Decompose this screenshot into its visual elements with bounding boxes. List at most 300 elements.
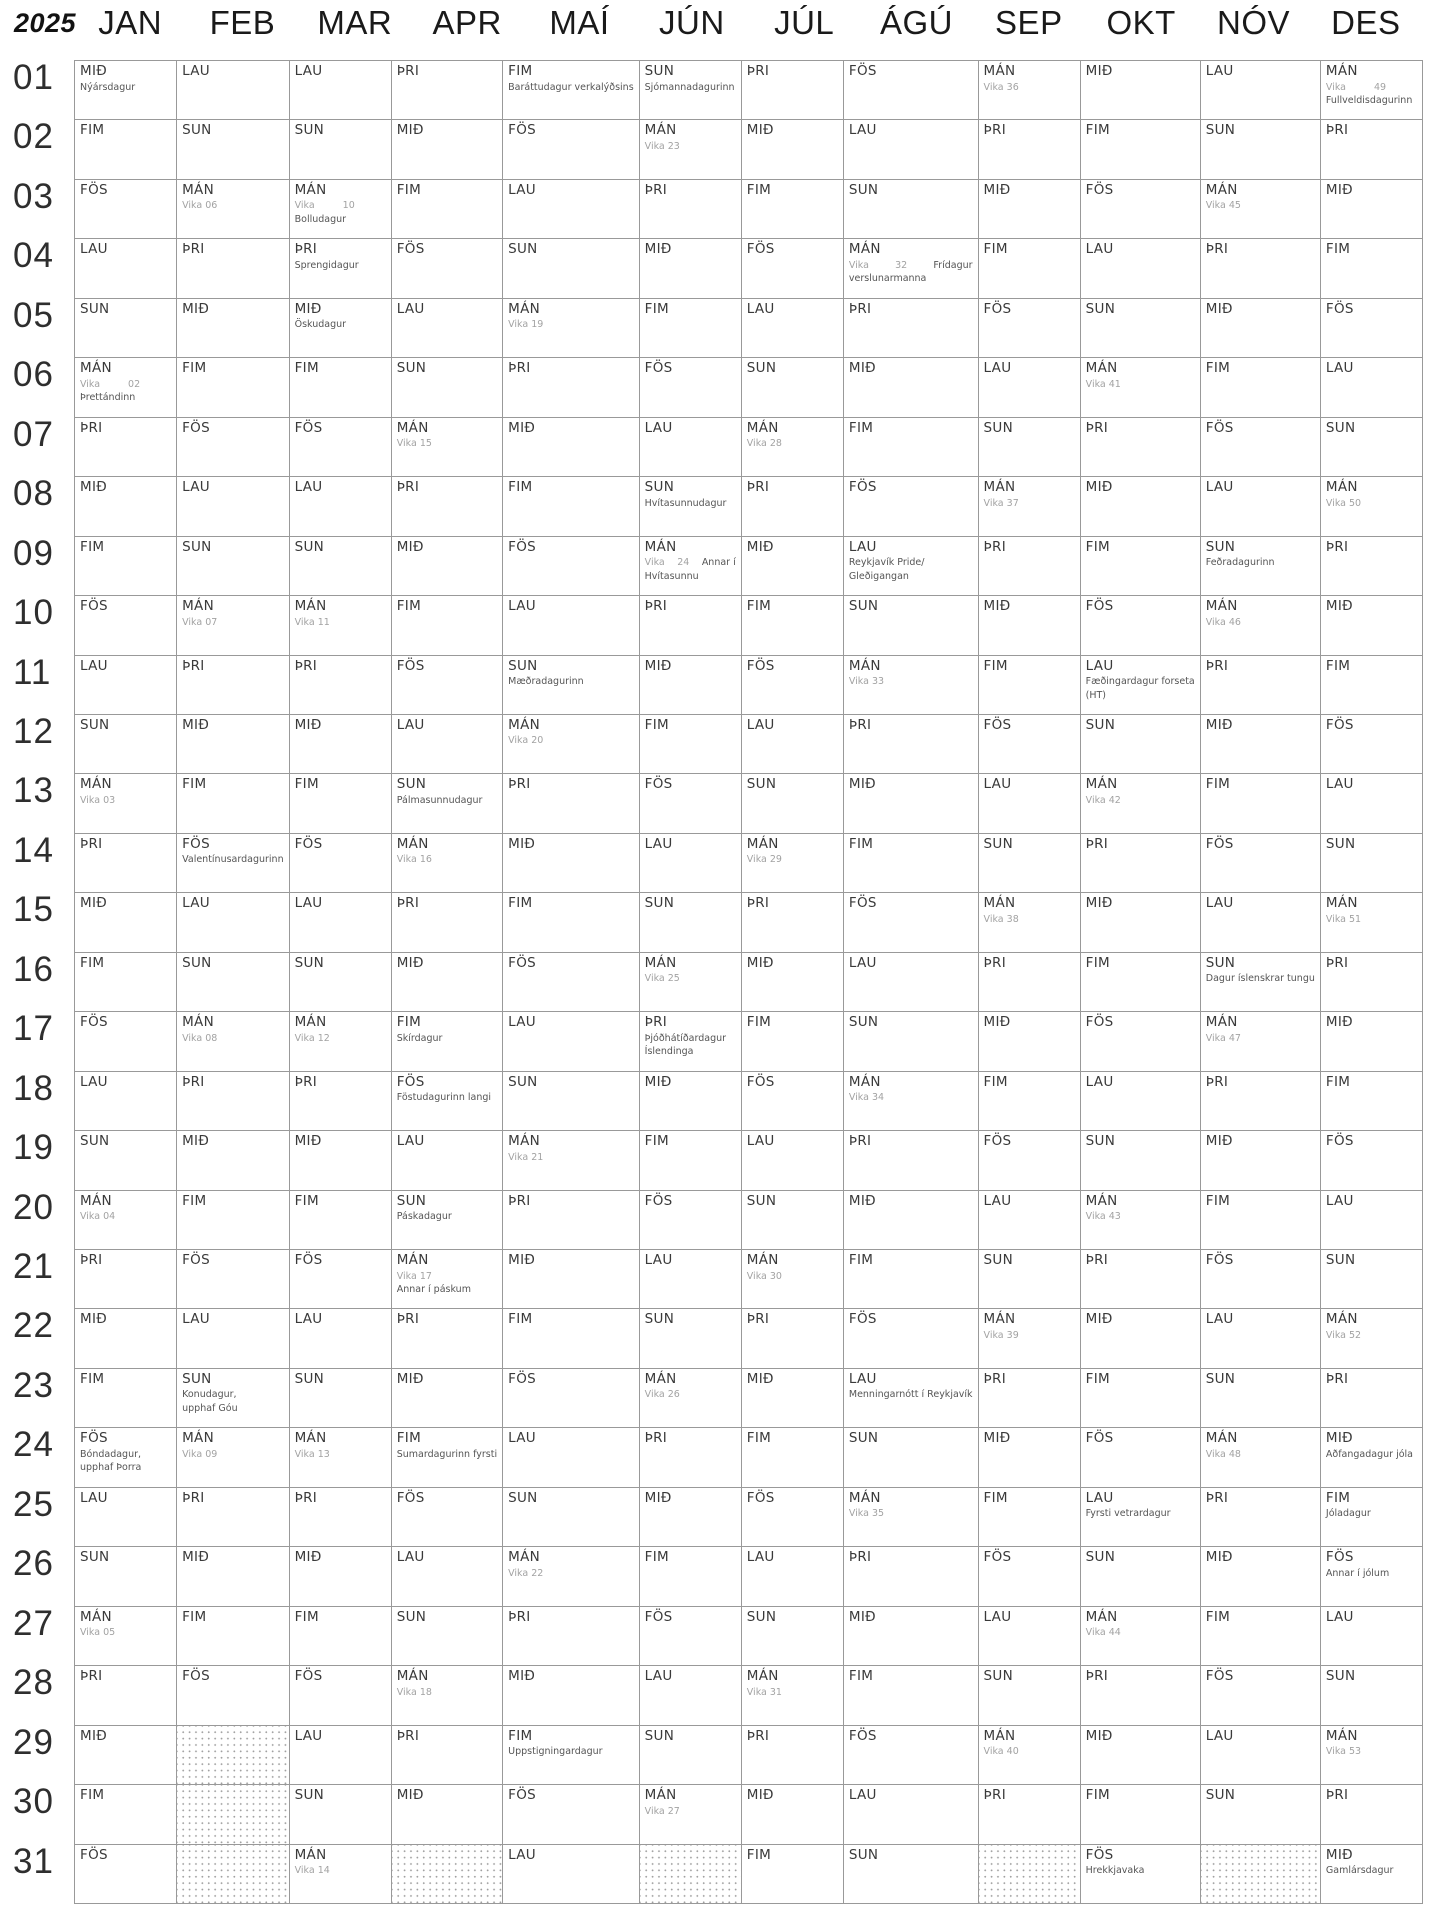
week-number-note xyxy=(984,81,1075,94)
holiday-text: (HT) xyxy=(1085,689,1107,701)
weekday-label: FIM xyxy=(1205,1608,1231,1625)
weekday-label: FÖS xyxy=(644,776,673,793)
week-number-text: Vika 34 xyxy=(848,1092,885,1104)
day-cell-MAÍ-15 xyxy=(503,893,640,952)
weekday-label: FÖS xyxy=(1325,1549,1354,1566)
week-number-text: 02 xyxy=(128,378,141,390)
weekday-label: SUN xyxy=(80,300,110,317)
day-cell-MAR-07 xyxy=(290,418,392,477)
week-number-note xyxy=(1206,1032,1315,1045)
weekday-label: FIM xyxy=(983,241,1008,258)
weekday-label: MÁN xyxy=(644,954,677,971)
weekday-label: FIM xyxy=(983,1073,1008,1090)
day-cell-MAR-27 xyxy=(290,1607,392,1666)
weekday-label: FÖS xyxy=(80,598,108,615)
weekday-label: LAU xyxy=(1205,1727,1234,1744)
day-cell-ÁGÚ-30 xyxy=(844,1785,979,1844)
week-number-note xyxy=(984,913,1075,926)
weekday-label: MÁN xyxy=(983,1727,1016,1744)
day-cell-OKT-02 xyxy=(1081,120,1201,179)
day-cell-JAN-17 xyxy=(75,1012,177,1071)
day-cell-APR-21 xyxy=(392,1250,503,1309)
weekday-label: LAU xyxy=(1085,1489,1114,1506)
weekday-label: MÁN xyxy=(1205,1014,1238,1031)
holiday-note xyxy=(295,213,386,226)
day-cell-DES-04 xyxy=(1321,239,1423,298)
holiday-text: Bóndadagur, xyxy=(80,1448,142,1460)
week-number-text: Vika 38 xyxy=(983,913,1019,925)
day-cell-MAÍ-26 xyxy=(503,1547,640,1606)
day-cell-ÁGÚ-07 xyxy=(844,418,979,477)
row-day-number-28: 28 xyxy=(13,1663,54,1703)
day-cell-FEB-12 xyxy=(177,715,290,774)
day-cell-JAN-18 xyxy=(75,1072,177,1131)
day-cell-JÚN-23 xyxy=(640,1369,742,1428)
day-cell-MAR-25 xyxy=(290,1488,392,1547)
day-cell-JÚL-24 xyxy=(742,1428,844,1487)
day-cell-MAR-15 xyxy=(290,893,392,952)
day-cell-OKT-28 xyxy=(1081,1666,1201,1725)
day-cell-SEP-21 xyxy=(979,1250,1081,1309)
day-cell-OKT-14 xyxy=(1081,834,1201,893)
weekday-label: LAU xyxy=(644,1252,673,1269)
weekday-label: SUN xyxy=(644,479,675,496)
weekday-label: LAU xyxy=(848,954,877,971)
weekday-label: MIÐ xyxy=(1325,1014,1353,1031)
day-cell-MAR-26 xyxy=(290,1547,392,1606)
weekday-label: FIM xyxy=(746,1430,772,1447)
holiday-text: Frídagur xyxy=(933,259,973,271)
day-cell-APR-13 xyxy=(392,774,503,833)
day-cell-FEB-26 xyxy=(177,1547,290,1606)
week-number-text: Vika 36 xyxy=(983,81,1019,93)
day-cell-JAN-08 xyxy=(75,477,177,536)
day-cell-ÁGÚ-31 xyxy=(844,1845,979,1904)
day-cell-ÁGÚ-23 xyxy=(844,1369,979,1428)
day-cell-APR-18 xyxy=(392,1072,503,1131)
holiday-note xyxy=(645,81,736,94)
week-number-text: Vika 12 xyxy=(294,1032,330,1044)
day-cell-NÓV-04 xyxy=(1201,239,1321,298)
weekday-label: LAU xyxy=(746,300,775,317)
weekday-label: FIM xyxy=(1325,1073,1351,1090)
day-cell-APR-03 xyxy=(392,180,503,239)
holiday-text: Fæðingardagur forseta xyxy=(1085,676,1195,688)
day-cell-FEB-06 xyxy=(177,358,290,417)
day-cell-DES-01 xyxy=(1321,61,1423,120)
day-cell-DES-21 xyxy=(1321,1250,1423,1309)
weekday-label: LAU xyxy=(508,1014,536,1031)
weekday-label: SUN xyxy=(1325,835,1356,852)
day-cell-NÓV-28 xyxy=(1201,1666,1321,1725)
day-cell-DES-18 xyxy=(1321,1072,1423,1131)
holiday-text: Bolludagur xyxy=(294,213,347,225)
weekday-label: MIÐ xyxy=(396,1370,424,1387)
day-cell-APR-14 xyxy=(392,834,503,893)
day-cell-JAN-12 xyxy=(75,715,177,774)
row-day-number-21: 21 xyxy=(13,1247,54,1287)
day-cell-MAR-10 xyxy=(290,596,392,655)
weekday-label: MIÐ xyxy=(848,776,876,793)
day-cell-SEP-08 xyxy=(979,477,1081,536)
day-cell-JÚL-09 xyxy=(742,537,844,596)
weekday-label: LAU xyxy=(1205,1311,1234,1328)
row-day-number-20: 20 xyxy=(13,1187,54,1227)
day-cell-NÓV-14 xyxy=(1201,834,1321,893)
weekday-label: ÞRI xyxy=(1325,538,1349,555)
holiday-note xyxy=(849,556,973,569)
holiday-text: Uppstigningardagur xyxy=(508,1746,603,1758)
weekday-label: SUN xyxy=(746,360,777,377)
holiday-text: Gamlársdagur xyxy=(1325,1865,1394,1877)
day-cell-OKT-22 xyxy=(1081,1309,1201,1368)
weekday-label: LAU xyxy=(508,598,536,615)
day-cell-JÚL-20 xyxy=(742,1191,844,1250)
holiday-note xyxy=(849,272,973,285)
weekday-label: SUN xyxy=(746,776,777,793)
day-cell-NÓV-19 xyxy=(1201,1131,1321,1190)
weekday-label: MIÐ xyxy=(396,122,424,139)
day-cell-FEB-15 xyxy=(177,893,290,952)
weekday-label: MIÐ xyxy=(746,1787,774,1804)
month-header-JÚL: JÚL xyxy=(774,4,835,41)
weekday-label: FÖS xyxy=(644,360,673,377)
day-cell-NÓV-25 xyxy=(1201,1488,1321,1547)
week-number-note xyxy=(397,1270,497,1283)
weekday-label: MIÐ xyxy=(746,122,774,139)
week-number-text: Vika 41 xyxy=(1085,378,1121,390)
day-cell-FEB-04 xyxy=(177,239,290,298)
holiday-note xyxy=(508,1745,634,1758)
day-cell-MAR-14 xyxy=(290,834,392,893)
weekday-label: SUN xyxy=(1325,1252,1356,1269)
day-cell-MAR-16 xyxy=(290,953,392,1012)
weekday-label: SUN xyxy=(848,1846,879,1863)
weekday-label: ÞRI xyxy=(508,776,531,793)
day-cell-JÚL-16 xyxy=(742,953,844,1012)
day-cell-SEP-04 xyxy=(979,239,1081,298)
weekday-label: MÁN xyxy=(508,1133,541,1150)
week-number-note xyxy=(397,853,497,866)
day-cell-APR-26 xyxy=(392,1547,503,1606)
weekday-label: LAU xyxy=(182,1311,210,1328)
weekday-label: MIÐ xyxy=(1325,1846,1353,1863)
weekday-label: FIM xyxy=(1205,776,1231,793)
weekday-label: FÖS xyxy=(508,538,536,555)
day-cell-JÚN-10 xyxy=(640,596,742,655)
week-number-note xyxy=(182,1448,284,1461)
day-cell-MAÍ-21 xyxy=(503,1250,640,1309)
week-number-text: Vika 29 xyxy=(746,854,782,866)
row-day-number-11: 11 xyxy=(13,652,52,692)
week-number-text: Vika xyxy=(294,200,315,212)
day-cell-JAN-24 xyxy=(75,1428,177,1487)
day-cell-SEP-29 xyxy=(979,1726,1081,1785)
week-number-text: Vika 31 xyxy=(746,1686,782,1698)
weekday-label: FÖS xyxy=(80,181,108,198)
week-number-note xyxy=(295,1448,386,1461)
holiday-text: Þjóðhátíðardagur xyxy=(644,1032,727,1044)
day-cell-JAN-01 xyxy=(75,61,177,120)
day-cell-ÁGÚ-11 xyxy=(844,656,979,715)
day-cell-APR-17 xyxy=(392,1012,503,1071)
week-number-text: Vika 11 xyxy=(294,616,330,628)
weekday-label: MIÐ xyxy=(746,954,774,971)
day-cell-ÁGÚ-04 xyxy=(844,239,979,298)
day-cell-ÁGÚ-01 xyxy=(844,61,979,120)
weekday-label: MIÐ xyxy=(1085,1311,1113,1328)
day-cell-OKT-13 xyxy=(1081,774,1201,833)
weekday-label: MÁN xyxy=(746,1252,779,1269)
week-number-text: Vika 06 xyxy=(182,200,218,212)
weekday-label: ÞRI xyxy=(848,300,872,317)
day-cell-JÚL-17 xyxy=(742,1012,844,1071)
weekday-label: MIÐ xyxy=(644,657,672,674)
weekday-label: LAU xyxy=(644,835,673,852)
day-cell-JÚL-25 xyxy=(742,1488,844,1547)
row-day-number-30: 30 xyxy=(13,1782,54,1822)
weekday-label: MÁN xyxy=(848,1073,881,1090)
week-number-note xyxy=(182,199,284,212)
weekday-label: FIM xyxy=(644,1549,669,1566)
holiday-text: Feðradagurinn xyxy=(1205,557,1275,569)
holiday-text: Annar í xyxy=(701,557,736,569)
weekday-label: MIÐ xyxy=(1085,63,1113,79)
weekday-label: FÖS xyxy=(848,63,877,79)
week-number-text: Vika 33 xyxy=(848,676,885,688)
row-day-number-01: 01 xyxy=(13,58,54,97)
month-header-FEB: FEB xyxy=(209,4,276,41)
day-cell-OKT-29 xyxy=(1081,1726,1201,1785)
week-number-note xyxy=(645,1388,736,1401)
week-number-text: Vika 18 xyxy=(396,1686,432,1698)
weekday-label: MIÐ xyxy=(80,895,107,912)
day-cell-FEB-13 xyxy=(177,774,290,833)
weekday-label: ÞRI xyxy=(508,1192,531,1209)
day-cell-JAN-29 xyxy=(75,1726,177,1785)
weekday-label: MÁN xyxy=(644,1370,677,1387)
day-cell-MAR-01 xyxy=(290,61,392,120)
day-cell-DES-25 xyxy=(1321,1488,1423,1547)
day-cell-MAÍ-29 xyxy=(503,1726,640,1785)
week-number-text: Vika 45 xyxy=(1205,200,1241,212)
day-cell-ÁGÚ-15 xyxy=(844,893,979,952)
day-cell-JÚN-07 xyxy=(640,418,742,477)
day-cell-NÓV-15 xyxy=(1201,893,1321,952)
row-day-number-17: 17 xyxy=(13,1009,54,1049)
weekday-label: MIÐ xyxy=(1085,479,1113,496)
day-cell-FEB-14 xyxy=(177,834,290,893)
weekday-label: ÞRI xyxy=(848,716,872,733)
weekday-label: MÁN xyxy=(396,1668,429,1685)
month-header-MAÍ: MAÍ xyxy=(549,4,610,41)
day-cell-MAÍ-24 xyxy=(503,1428,640,1487)
weekday-label: SUN xyxy=(848,598,879,615)
day-cell-ÁGÚ-27 xyxy=(844,1607,979,1666)
week-number-text: Vika 23 xyxy=(644,140,680,152)
day-cell-APR-19 xyxy=(392,1131,503,1190)
day-cell-JAN-21 xyxy=(75,1250,177,1309)
week-number-text: Vika 46 xyxy=(1205,616,1241,628)
weekday-label: ÞRI xyxy=(983,954,1006,971)
day-cell-SEP-19 xyxy=(979,1131,1081,1190)
weekday-label: ÞRI xyxy=(983,1787,1006,1804)
weekday-label: FÖS xyxy=(746,241,775,258)
week-number-note xyxy=(747,1686,838,1699)
weekday-label: SUN xyxy=(396,360,427,377)
day-cell-SEP-13 xyxy=(979,774,1081,833)
day-cell-MAR-13 xyxy=(290,774,392,833)
weekday-label: FIM xyxy=(746,598,772,615)
day-cell-MAÍ-04 xyxy=(503,239,640,298)
weekday-label: FÖS xyxy=(1085,598,1114,615)
weekday-label: MÁN xyxy=(1085,1608,1118,1625)
row-day-number-12: 12 xyxy=(13,711,54,751)
day-cell-OKT-07 xyxy=(1081,418,1201,477)
day-cell-JÚL-31 xyxy=(742,1845,844,1904)
weekday-label: MÁN xyxy=(983,895,1016,912)
week-number-note xyxy=(645,1805,736,1818)
holiday-text: upphaf Þorra xyxy=(80,1462,142,1474)
weekday-label: MÁN xyxy=(1085,360,1118,377)
week-number-text: Vika 39 xyxy=(983,1329,1019,1341)
day-cell-DES-12 xyxy=(1321,715,1423,774)
holiday-note xyxy=(295,318,386,331)
day-cell-JAN-10 xyxy=(75,596,177,655)
day-cell-OKT-31 xyxy=(1081,1845,1201,1904)
week-number-text: 49 xyxy=(1373,81,1387,93)
weekday-label: FIM xyxy=(1325,657,1351,674)
weekday-label: MÁN xyxy=(294,1846,327,1863)
day-cell-FEB-22 xyxy=(177,1309,290,1368)
week-number-note xyxy=(182,1032,284,1045)
week-number-text: Vika 19 xyxy=(508,319,544,331)
holiday-note xyxy=(295,259,386,272)
months-header xyxy=(74,2,1422,43)
day-cell-MAR-20 xyxy=(290,1191,392,1250)
week-number-text: Vika 17 xyxy=(396,1270,432,1282)
weekday-label: FÖS xyxy=(508,1370,536,1387)
weekday-label: MÁN xyxy=(80,360,112,377)
weekday-label: MIÐ xyxy=(983,1430,1011,1447)
weekday-label: FÖS xyxy=(1205,1252,1234,1269)
day-cell-NÓV-08 xyxy=(1201,477,1321,536)
day-cell-NÓV-26 xyxy=(1201,1547,1321,1606)
weekday-label: MÁN xyxy=(1205,1430,1238,1447)
weekday-label: LAU xyxy=(1085,1073,1114,1090)
row-day-number-10: 10 xyxy=(13,593,54,633)
week-number-text: Vika 30 xyxy=(746,1270,782,1282)
calendar-grid xyxy=(74,60,1423,1904)
weekday-label: FÖS xyxy=(746,1489,775,1506)
day-cell-JAN-27 xyxy=(75,1607,177,1666)
weekday-label: FÖS xyxy=(1205,835,1234,852)
day-cell-MAR-29 xyxy=(290,1726,392,1785)
weekday-label: SUN xyxy=(396,776,427,793)
holiday-text: Fullveldisdagurinn xyxy=(1325,95,1413,106)
week-number-text: Vika 43 xyxy=(1085,1211,1121,1223)
day-cell-JÚL-27 xyxy=(742,1607,844,1666)
holiday-note xyxy=(1326,1567,1417,1580)
empty-cell-FEB-30 xyxy=(177,1785,290,1844)
holiday-text: Annar í jólum xyxy=(1325,1567,1390,1579)
weekday-label: MIÐ xyxy=(983,1014,1011,1031)
weekday-label: LAU xyxy=(80,657,108,674)
weekday-label: LAU xyxy=(80,1073,108,1090)
day-cell-JÚN-09 xyxy=(640,537,742,596)
weekday-label: LAU xyxy=(848,122,877,139)
weekday-label: LAU xyxy=(1205,479,1234,496)
week-number-note xyxy=(747,437,838,450)
day-cell-MAÍ-11 xyxy=(503,656,640,715)
day-cell-JÚL-01 xyxy=(742,61,844,120)
weekday-label: MÁN xyxy=(1085,776,1118,793)
weekday-label: FÖS xyxy=(80,1846,108,1863)
day-cell-ÁGÚ-26 xyxy=(844,1547,979,1606)
day-cell-JÚN-02 xyxy=(640,120,742,179)
day-cell-MAÍ-09 xyxy=(503,537,640,596)
weekday-label: SUN xyxy=(746,1192,777,1209)
weekday-label: FÖS xyxy=(182,835,210,852)
weekday-label: MIÐ xyxy=(80,1727,107,1744)
holiday-note xyxy=(645,1045,736,1058)
weekday-label: FÖS xyxy=(1205,419,1234,436)
holiday-note xyxy=(645,497,736,510)
weekday-label: ÞRI xyxy=(1325,122,1349,139)
weekday-label: ÞRI xyxy=(182,1073,205,1090)
weekday-label: MIÐ xyxy=(80,1311,107,1328)
day-cell-SEP-16 xyxy=(979,953,1081,1012)
weekday-label: MÁN xyxy=(848,1489,881,1506)
weekday-label: MIÐ xyxy=(1205,1133,1233,1150)
week-number-text: Vika 05 xyxy=(80,1627,116,1639)
weekday-label: SUN xyxy=(396,1608,427,1625)
weekday-label: ÞRI xyxy=(396,895,420,912)
weekday-label: FÖS xyxy=(1325,1133,1354,1150)
weekday-label: MIÐ xyxy=(848,1608,876,1625)
day-cell-JAN-20 xyxy=(75,1191,177,1250)
day-cell-FEB-28 xyxy=(177,1666,290,1725)
weekday-label: MIÐ xyxy=(746,538,774,555)
holiday-note xyxy=(1086,675,1195,688)
holiday-note xyxy=(397,1210,497,1223)
weekday-label: LAU xyxy=(983,360,1012,377)
weekday-label: FÖS xyxy=(508,954,536,971)
weekday-label: MÁN xyxy=(746,1668,779,1685)
day-cell-NÓV-02 xyxy=(1201,120,1321,179)
holiday-text: Pálmasunnudagur xyxy=(396,794,483,806)
weekday-label: ÞRI xyxy=(1205,241,1229,258)
day-cell-MAÍ-07 xyxy=(503,418,640,477)
weekday-label: MIÐ xyxy=(1205,716,1233,733)
day-cell-JÚN-29 xyxy=(640,1726,742,1785)
row-day-number-04: 04 xyxy=(13,236,54,276)
day-cell-MAR-24 xyxy=(290,1428,392,1487)
day-cell-OKT-01 xyxy=(1081,61,1201,120)
day-cell-OKT-21 xyxy=(1081,1250,1201,1309)
day-cell-DES-31 xyxy=(1321,1845,1423,1904)
week-number-text: Vika 50 xyxy=(1325,497,1362,509)
row-day-number-18: 18 xyxy=(13,1068,54,1108)
day-cell-MAR-17 xyxy=(290,1012,392,1071)
weekday-label: MÁN xyxy=(983,63,1016,79)
week-number-note xyxy=(645,972,736,985)
day-cell-ÁGÚ-25 xyxy=(844,1488,979,1547)
weekday-label: FÖS xyxy=(983,1133,1012,1150)
day-cell-SEP-03 xyxy=(979,180,1081,239)
weekday-label: FIM xyxy=(848,419,874,436)
weekday-label: ÞRI xyxy=(508,360,531,377)
